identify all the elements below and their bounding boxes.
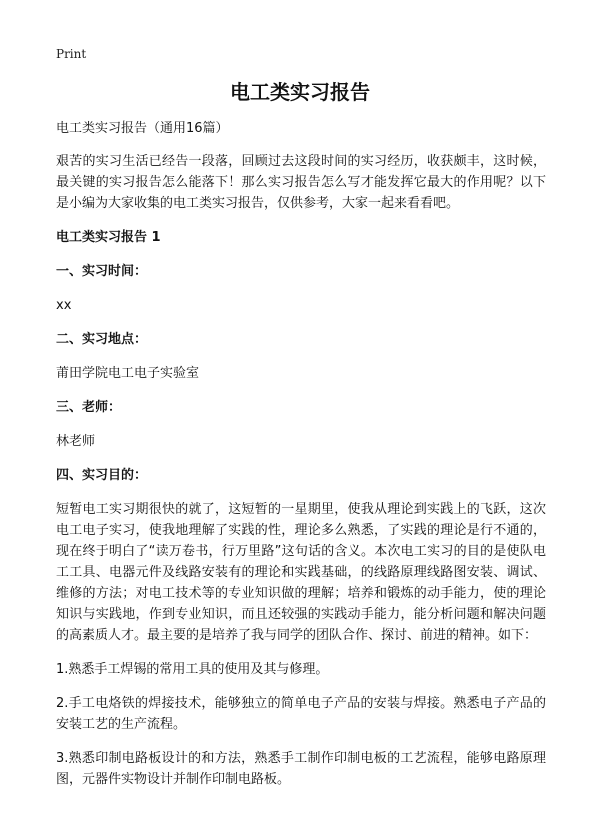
document-title: 电工类实习报告 <box>230 80 370 104</box>
document-body <box>56 118 546 803</box>
section-heading-location: 二、实习地点： <box>56 332 148 347</box>
list-item: 3.熟悉印制电路板设计的和方法，熟悉手工制作印制电板的工艺流程，能够电路原理图，元器件实物设计并制作印制电路板。 <box>56 751 546 787</box>
list-item: 2.手工电烙铁的焊接技术，能够独立的简单电子产品的安装与焊接。熟悉电子产品的安装工艺的生产流程。 <box>56 696 546 732</box>
section-heading-time: 一、实习时间： <box>56 264 148 279</box>
section-body-purpose: 短暂电工实习期很快的就了，这短暂的一星期里，使我从理论到实践上的飞跃，这次电工电子实习，使我地理解了实践的性，理论多么熟悉，了实践的理论是行不通的，现在终于明白了“读万卷书，行万里路”这句话的含义。本次电工实习的目的是使队电工工具、电器元件及线路安装有的理论和实践基础，的线路原理线路图安装、调试、维修的方法；对电工技术等的专业知识做的理解；培养和锻炼的动手能力，使的理论知识与实践地，作到专业知识，而且还较强的实践动手能力，能分析问题和解决问题的高素质人才。最主要的是培养了我与同学的团队合作、探讨、前进的精神。如下： <box>56 502 546 643</box>
section-body-time: xx <box>56 298 72 313</box>
report-heading: 电工类实习报告 1 <box>56 230 161 245</box>
list-item: 1.熟悉手工焊锡的常用工具的使用及其与修理。 <box>56 662 329 677</box>
document-subtitle: 电工类实习报告（通用16篇） <box>56 121 229 136</box>
section-heading-purpose: 四、实习目的： <box>56 468 148 483</box>
intro-paragraph: 艰苦的实习生活已经告一段落，回顾过去这段时间的实习经历，收获颇丰，这时候，最关键的实习报告怎么能落下！那么实习报告怎么写才能发挥它最大的作用呢？以下是小编为大家收集的电工类实习报告，仅供参考，大家一起来看看吧。 <box>56 154 546 211</box>
section-body-location: 莆田学院电工电子实验室 <box>56 366 200 381</box>
section-heading-teacher: 三、老师： <box>56 400 122 415</box>
print-label: Print <box>56 47 87 61</box>
section-body-teacher: 林老师 <box>56 434 96 449</box>
